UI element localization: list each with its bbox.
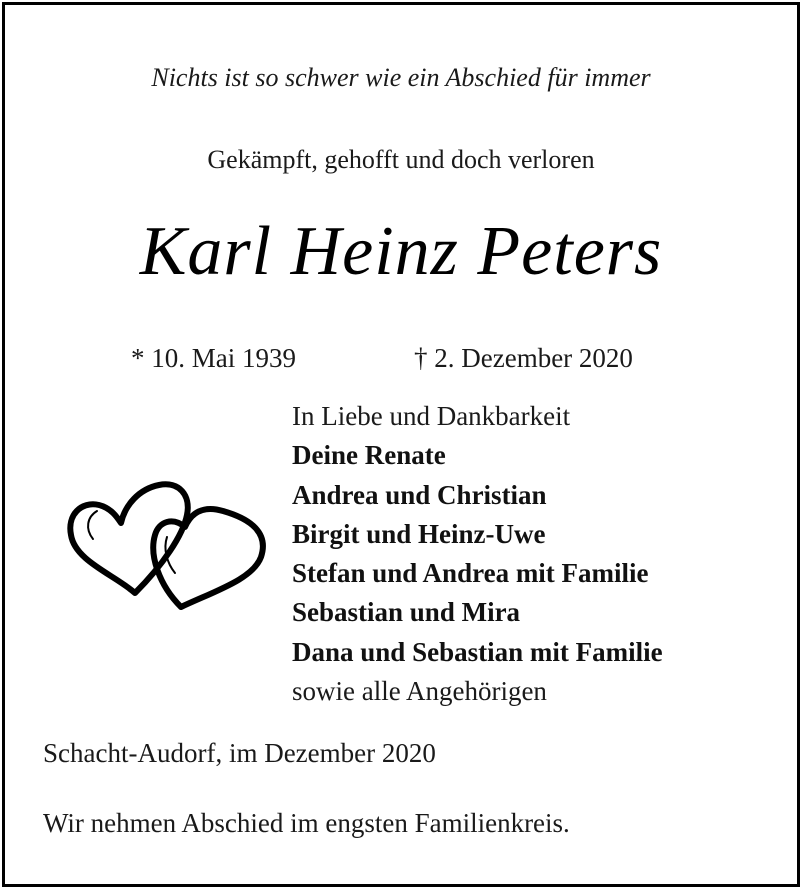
motto-line: Nichts ist so schwer wie ein Abschied für immer bbox=[151, 63, 651, 92]
subline: Gekämpft, gehofft und doch verloren bbox=[207, 145, 595, 174]
mourners-outro: sowie alle Angehörigen bbox=[292, 676, 547, 707]
mourner-name: Andrea und Christian bbox=[292, 479, 547, 510]
mourners-intro: In Liebe und Dankbarkeit bbox=[292, 401, 571, 431]
mourner-name: Stefan und Andrea mit Familie bbox=[292, 558, 649, 589]
two-hearts-icon bbox=[63, 475, 273, 615]
place-and-date: Schacht-Audorf, im Dezember 2020 bbox=[43, 738, 436, 768]
mourner-name: Deine Renate bbox=[292, 440, 446, 471]
mourner-name: Birgit und Heinz-Uwe bbox=[292, 518, 546, 549]
death-date: † 2. Dezember 2020 bbox=[414, 343, 633, 373]
deceased-name: Karl Heinz Peters bbox=[139, 213, 663, 290]
closing-note: Wir nehmen Abschied im engsten Familienkreis. bbox=[43, 808, 570, 838]
mourner-name: Dana und Sebastian mit Familie bbox=[292, 636, 663, 667]
mourner-name: Sebastian und Mira bbox=[292, 597, 521, 628]
obituary-notice bbox=[2, 2, 800, 887]
birth-date: * 10. Mai 1939 bbox=[131, 343, 296, 373]
mourners-list bbox=[292, 397, 663, 711]
